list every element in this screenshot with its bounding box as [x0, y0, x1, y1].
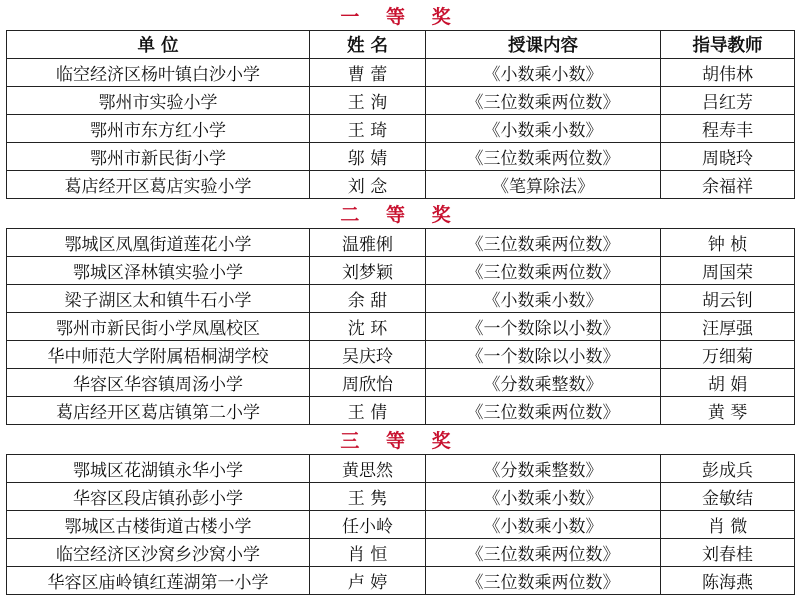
cell-teacher: 汪厚强 — [661, 313, 795, 341]
cell-unit: 鄂城区凤凰街道莲花小学 — [7, 229, 310, 257]
cell-unit: 鄂城区古楼街道古楼小学 — [7, 511, 310, 539]
cell-unit: 华容区庙岭镇红莲湖第一小学 — [7, 567, 310, 595]
award-table — [6, 0, 795, 595]
prize-title: 二 等 奖 — [7, 199, 795, 229]
cell-content: 《小数乘小数》 — [426, 285, 661, 313]
cell-name: 周欣怡 — [310, 369, 426, 397]
table-row — [7, 115, 795, 143]
cell-content: 《一个数除以小数》 — [426, 341, 661, 369]
cell-name: 曹 蕾 — [310, 59, 426, 87]
cell-teacher: 吕红芳 — [661, 87, 795, 115]
cell-name: 王 洵 — [310, 87, 426, 115]
cell-content: 《分数乘整数》 — [426, 455, 661, 483]
cell-content: 《三位数乘两位数》 — [426, 87, 661, 115]
prize-title: 三 等 奖 — [7, 425, 795, 455]
cell-teacher: 陈海燕 — [661, 567, 795, 595]
cell-teacher: 肖 微 — [661, 511, 795, 539]
cell-teacher: 胡伟林 — [661, 59, 795, 87]
cell-name: 黄思然 — [310, 455, 426, 483]
cell-unit: 鄂州市东方红小学 — [7, 115, 310, 143]
cell-teacher: 余福祥 — [661, 171, 795, 199]
cell-teacher: 胡云钊 — [661, 285, 795, 313]
cell-unit: 鄂州市新民街小学 — [7, 143, 310, 171]
cell-unit: 华容区华容镇周汤小学 — [7, 369, 310, 397]
cell-name: 刘梦颖 — [310, 257, 426, 285]
table-row — [7, 483, 795, 511]
cell-unit: 鄂州市实验小学 — [7, 87, 310, 115]
cell-teacher: 程寿丰 — [661, 115, 795, 143]
cell-unit: 葛店经开区葛店实验小学 — [7, 171, 310, 199]
cell-teacher: 刘春桂 — [661, 539, 795, 567]
header-row — [7, 31, 795, 59]
header-unit: 单 位 — [7, 31, 310, 59]
cell-content: 《三位数乘两位数》 — [426, 567, 661, 595]
cell-unit: 鄂城区花湖镇永华小学 — [7, 455, 310, 483]
table-row — [7, 59, 795, 87]
cell-teacher: 周晓玲 — [661, 143, 795, 171]
cell-content: 《小数乘小数》 — [426, 59, 661, 87]
prize-title-row — [7, 0, 795, 31]
prize-title-row — [7, 425, 795, 455]
cell-unit: 华中师范大学附属梧桐湖学校 — [7, 341, 310, 369]
cell-unit: 葛店经开区葛店镇第二小学 — [7, 397, 310, 425]
cell-unit: 临空经济区杨叶镇白沙小学 — [7, 59, 310, 87]
cell-content: 《小数乘小数》 — [426, 511, 661, 539]
cell-teacher: 万细菊 — [661, 341, 795, 369]
table-row — [7, 87, 795, 115]
cell-name: 王 隽 — [310, 483, 426, 511]
table-row — [7, 285, 795, 313]
cell-content: 《分数乘整数》 — [426, 369, 661, 397]
cell-unit: 华容区段店镇孙彭小学 — [7, 483, 310, 511]
cell-content: 《小数乘小数》 — [426, 115, 661, 143]
table-row — [7, 143, 795, 171]
header-content: 授课内容 — [426, 31, 661, 59]
cell-teacher: 胡 娟 — [661, 369, 795, 397]
cell-content: 《三位数乘两位数》 — [426, 257, 661, 285]
cell-content: 《三位数乘两位数》 — [426, 229, 661, 257]
cell-unit: 鄂城区泽林镇实验小学 — [7, 257, 310, 285]
table-row — [7, 369, 795, 397]
cell-content: 《一个数除以小数》 — [426, 313, 661, 341]
cell-teacher: 钟 桢 — [661, 229, 795, 257]
cell-teacher: 周国荣 — [661, 257, 795, 285]
cell-content: 《小数乘小数》 — [426, 483, 661, 511]
cell-content: 《三位数乘两位数》 — [426, 397, 661, 425]
cell-name: 邬 婧 — [310, 143, 426, 171]
cell-name: 沈 环 — [310, 313, 426, 341]
cell-unit: 梁子湖区太和镇牛石小学 — [7, 285, 310, 313]
cell-name: 刘 念 — [310, 171, 426, 199]
cell-content: 《笔算除法》 — [426, 171, 661, 199]
cell-name: 任小岭 — [310, 511, 426, 539]
table-row — [7, 567, 795, 595]
cell-name: 吴庆玲 — [310, 341, 426, 369]
table-row — [7, 455, 795, 483]
cell-unit: 临空经济区沙窝乡沙窝小学 — [7, 539, 310, 567]
cell-name: 王 琦 — [310, 115, 426, 143]
cell-name: 卢 婷 — [310, 567, 426, 595]
cell-teacher: 彭成兵 — [661, 455, 795, 483]
header-name: 姓 名 — [310, 31, 426, 59]
table-row — [7, 341, 795, 369]
cell-name: 王 倩 — [310, 397, 426, 425]
header-teacher: 指导教师 — [661, 31, 795, 59]
award-table-body — [7, 0, 795, 595]
prize-title-row — [7, 199, 795, 229]
table-row — [7, 257, 795, 285]
cell-content: 《三位数乘两位数》 — [426, 143, 661, 171]
cell-name: 余 甜 — [310, 285, 426, 313]
cell-teacher: 黄 琴 — [661, 397, 795, 425]
cell-name: 肖 恒 — [310, 539, 426, 567]
table-row — [7, 171, 795, 199]
cell-name: 温雅俐 — [310, 229, 426, 257]
table-row — [7, 397, 795, 425]
table-row — [7, 511, 795, 539]
cell-teacher: 金敏结 — [661, 483, 795, 511]
cell-content: 《三位数乘两位数》 — [426, 539, 661, 567]
cell-unit: 鄂州市新民街小学凤凰校区 — [7, 313, 310, 341]
table-row — [7, 229, 795, 257]
prize-title: 一 等 奖 — [7, 0, 795, 31]
table-row — [7, 539, 795, 567]
table-row — [7, 313, 795, 341]
